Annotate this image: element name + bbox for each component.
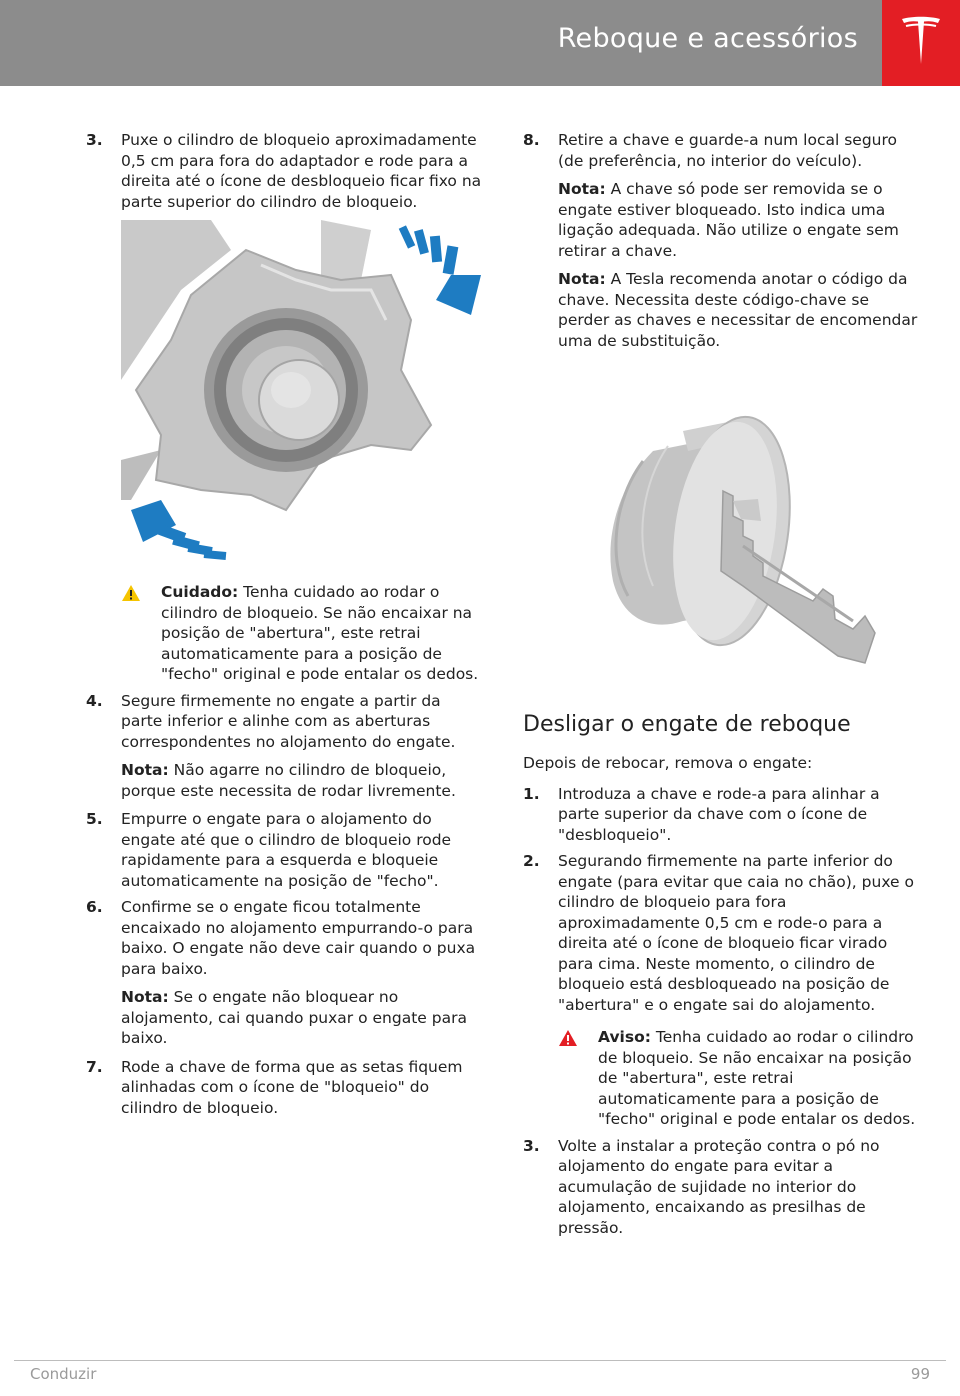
lock-cylinder-rotation-illustration bbox=[121, 220, 481, 570]
caution-text: Tenha cuidado ao rodar o cilindro de bloqueio. Se não encaixar na posição de "abertura", este retrai automaticamente para a posição de "fecho" original e pode entalar os dedos. bbox=[161, 583, 479, 683]
intro-text: Depois de rebocar, remova o engate: bbox=[523, 754, 813, 772]
tesla-logo-icon bbox=[900, 16, 942, 68]
step-text: Introduza a chave e rode-a para alinhar a parte superior da chave com o ícone de "desbloqueio". bbox=[558, 784, 880, 844]
page-number: 99 bbox=[910, 1365, 930, 1383]
step-number: 5. bbox=[86, 810, 103, 828]
step-text: Segure firmemente no engate a partir da parte inferior e alinhe com as aberturas correspondentes no alojamento do engate. bbox=[121, 691, 456, 751]
note-text: Se o engate não bloquear no alojamento, cai quando puxar o engate para baixo. bbox=[121, 988, 467, 1047]
step-text: Volte a instalar a proteção contra o pó no alojamento do engate para evitar a acumulação de sujidade no interior do alojamento, encaixando as presilhas de pressão. bbox=[558, 1136, 880, 1237]
note-8a bbox=[558, 179, 918, 261]
warning-text: Tenha cuidado ao rodar o cilindro de bloqueio. Se não encaixar na posição de "abertura", este retrai automaticamente para a posição de "fecho" original e pode entalar os dedos. bbox=[598, 1028, 916, 1128]
caution-note bbox=[121, 582, 486, 685]
note-4 bbox=[121, 760, 486, 801]
step-5 bbox=[86, 809, 486, 891]
step-4 bbox=[86, 691, 486, 753]
step-text: Rode a chave de forma que as setas fiquem alinhadas com o ícone de "bloqueio" do cilindro de bloqueio. bbox=[121, 1057, 463, 1117]
page-header bbox=[0, 0, 960, 86]
step-number: 1. bbox=[523, 784, 540, 803]
note-label: Nota: bbox=[558, 180, 606, 198]
step-text: Confirme se o engate ficou totalmente encaixado no alojamento empurrando-o para baixo. O engate não deve cair quando o puxa para baixo. bbox=[121, 898, 476, 978]
detach-step-2 bbox=[523, 851, 918, 1015]
footer-divider bbox=[14, 1360, 946, 1361]
tesla-logo bbox=[882, 0, 960, 86]
note-text: A chave só pode ser removida se o engate estiver bloqueado. Isto indica uma ligação adequada. Não utilize o engate sem retirar a chave. bbox=[558, 180, 899, 260]
note-8b bbox=[558, 269, 918, 351]
warning-icon bbox=[558, 1027, 598, 1130]
step-number: 6. bbox=[86, 898, 103, 916]
detach-step-3 bbox=[523, 1136, 918, 1239]
step-6 bbox=[86, 897, 486, 979]
step-number: 7. bbox=[86, 1057, 103, 1076]
note-label: Nota: bbox=[121, 988, 169, 1006]
right-column bbox=[523, 130, 918, 1244]
left-column bbox=[86, 130, 486, 1124]
step-text: Segurando firmemente na parte inferior do engate (para evitar que caia no chão), puxe o cilindro de bloqueio para fora aproximadamente 0,5 cm e rode-o para a direita até o ícone de bloqueio ficar virado para cima. Neste momento, o cilindro de bloqueio está desbloqueado na posição de "abertura" e o engate sai do alojamento. bbox=[558, 852, 914, 1014]
step-3 bbox=[86, 130, 486, 212]
note-label: Nota: bbox=[121, 761, 169, 779]
caution-icon bbox=[121, 582, 161, 685]
note-label: Nota: bbox=[558, 270, 606, 288]
section-heading: Desligar o engate de reboque bbox=[523, 712, 851, 737]
warning-label: Aviso: bbox=[598, 1028, 651, 1046]
lock-key-illustration bbox=[583, 371, 883, 671]
step-number: 2. bbox=[523, 852, 540, 870]
warning-note bbox=[558, 1027, 918, 1130]
note-6 bbox=[121, 987, 486, 1049]
step-text: Retire a chave e guarde-a num local seguro (de preferência, no interior do veículo). bbox=[558, 131, 898, 170]
note-text: Não agarre no cilindro de bloqueio, porque este necessita de rodar livremente. bbox=[121, 761, 456, 800]
step-text: Puxe o cilindro de bloqueio aproximadamente 0,5 cm para fora do adaptador e rode para a direita até o ícone de desbloqueio ficar fixo na parte superior do cilindro de bloqueio. bbox=[121, 131, 482, 211]
note-text: A Tesla recomenda anotar o código da chave. Necessita deste código-chave se perder as chaves e necessitar de encomendar uma de substituição. bbox=[558, 270, 918, 350]
step-number: 4. bbox=[86, 691, 103, 710]
step-7 bbox=[86, 1057, 486, 1119]
step-number: 3. bbox=[523, 1136, 540, 1155]
step-8 bbox=[523, 130, 918, 171]
detach-step-1 bbox=[523, 784, 918, 846]
header-title: Reboque e acessórios bbox=[557, 23, 858, 54]
footer-section: Conduzir bbox=[30, 1365, 97, 1383]
step-text: Empurre o engate para o alojamento do engate até que o cilindro de bloqueio rode rapidamente para a esquerda e bloqueie automaticamente na posição de "fecho". bbox=[121, 810, 452, 890]
caution-label: Cuidado: bbox=[161, 583, 239, 601]
step-number: 8. bbox=[523, 131, 540, 149]
step-number: 3. bbox=[86, 131, 103, 149]
